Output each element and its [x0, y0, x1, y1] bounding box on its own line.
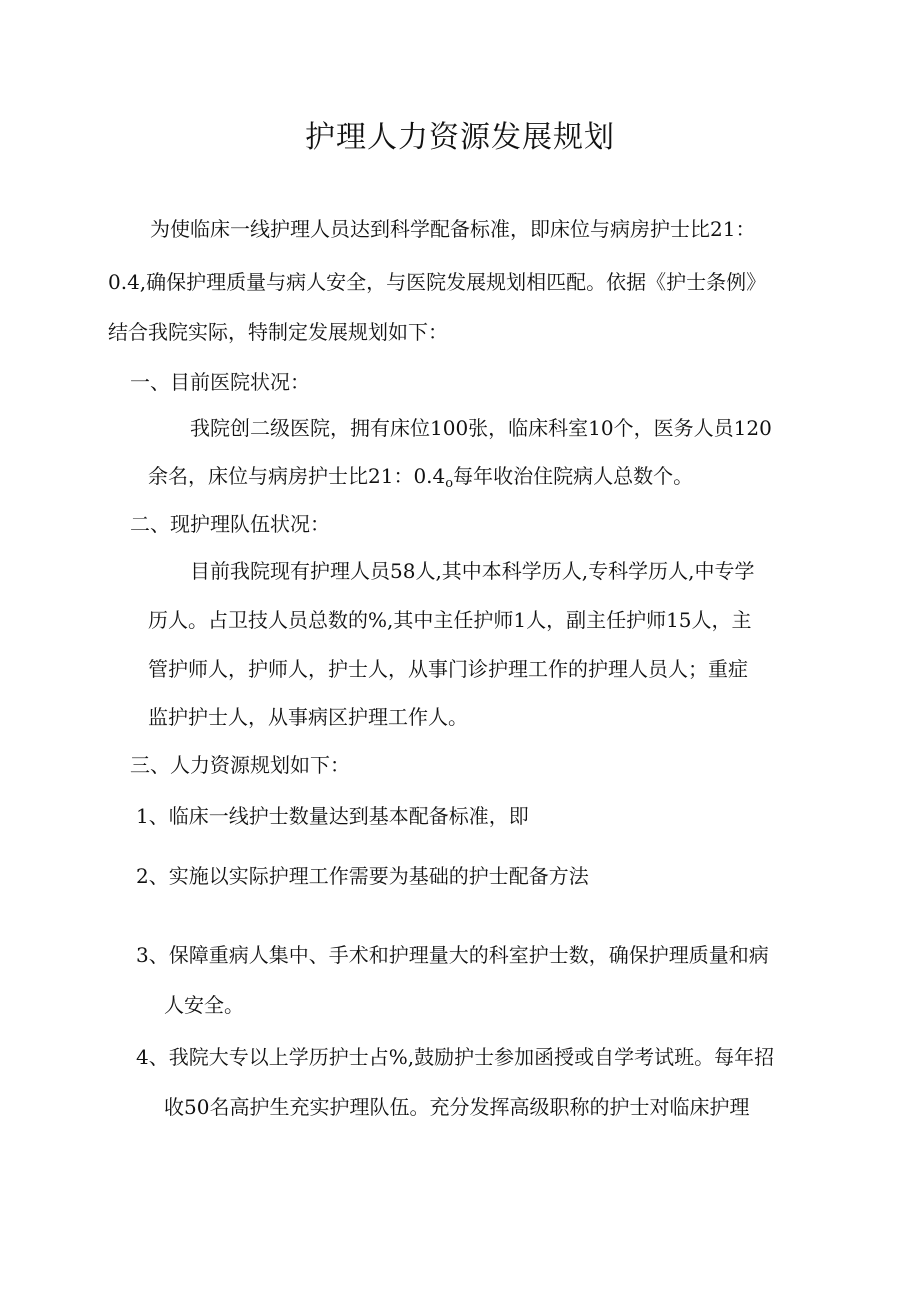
section-3-item-4-cont: 收50名高护生充实护理队伍。充分发挥高级职称的护士对临床护理: [164, 1095, 750, 1119]
section-3-item-1: 1、临床一线护士数量达到基本配备标准，即: [136, 804, 529, 828]
section-1-text-b: 每年收治住院病人总数个。: [453, 464, 694, 488]
section-1-heading: 一、目前医院状况：: [130, 370, 310, 394]
section-2-heading: 二、现护理队伍状况：: [130, 512, 330, 536]
section-3-item-4: 4、我院大专以上学历护士占%,鼓励护士参加函授或自学考试班。每年招: [136, 1045, 775, 1069]
section-1-line-1: 我院创二级医院，拥有床位100张，临床科室10个，医务人员120: [190, 416, 772, 440]
section-2-line-1: 目前我院现有护理人员58人,其中本科学历人,专科学历人,中专学: [190, 559, 755, 583]
section-2-line-3: 管护师人，护师人，护士人，从事门诊护理工作的护理人员人；重症: [148, 657, 748, 681]
subscript-mark: o: [445, 476, 454, 491]
section-3-item-2: 2、实施以实际护理工作需要为基础的护士配备方法: [136, 864, 589, 888]
section-1-text-a: 余名，床位与病房护士比21：0.4: [148, 464, 446, 488]
section-2-line-2: 历人。占卫技人员总数的%,其中主任护师1人，副主任护师15人，主: [148, 608, 752, 632]
intro-line-3: 结合我院实际，特制定发展规划如下：: [108, 320, 448, 344]
section-3-heading: 三、人力资源规划如下：: [130, 753, 350, 777]
page-title: 护理人力资源发展规划: [305, 120, 615, 155]
intro-line-2: 0.4,确保护理质量与病人安全，与医院发展规划相匹配。依据《护士条例》: [108, 270, 767, 294]
section-3-item-3: 3、保障重病人集中、手术和护理量大的科室护士数，确保护理质量和病: [136, 943, 769, 967]
intro-line-1: 为使临床一线护理人员达到科学配备标准，即床位与病房护士比21：: [150, 217, 756, 241]
section-2-line-4: 监护护士人，从事病区护理工作人。: [148, 705, 468, 729]
section-1-line-2: [148, 462, 693, 498]
section-3-item-3-cont: 人安全。: [164, 993, 244, 1017]
